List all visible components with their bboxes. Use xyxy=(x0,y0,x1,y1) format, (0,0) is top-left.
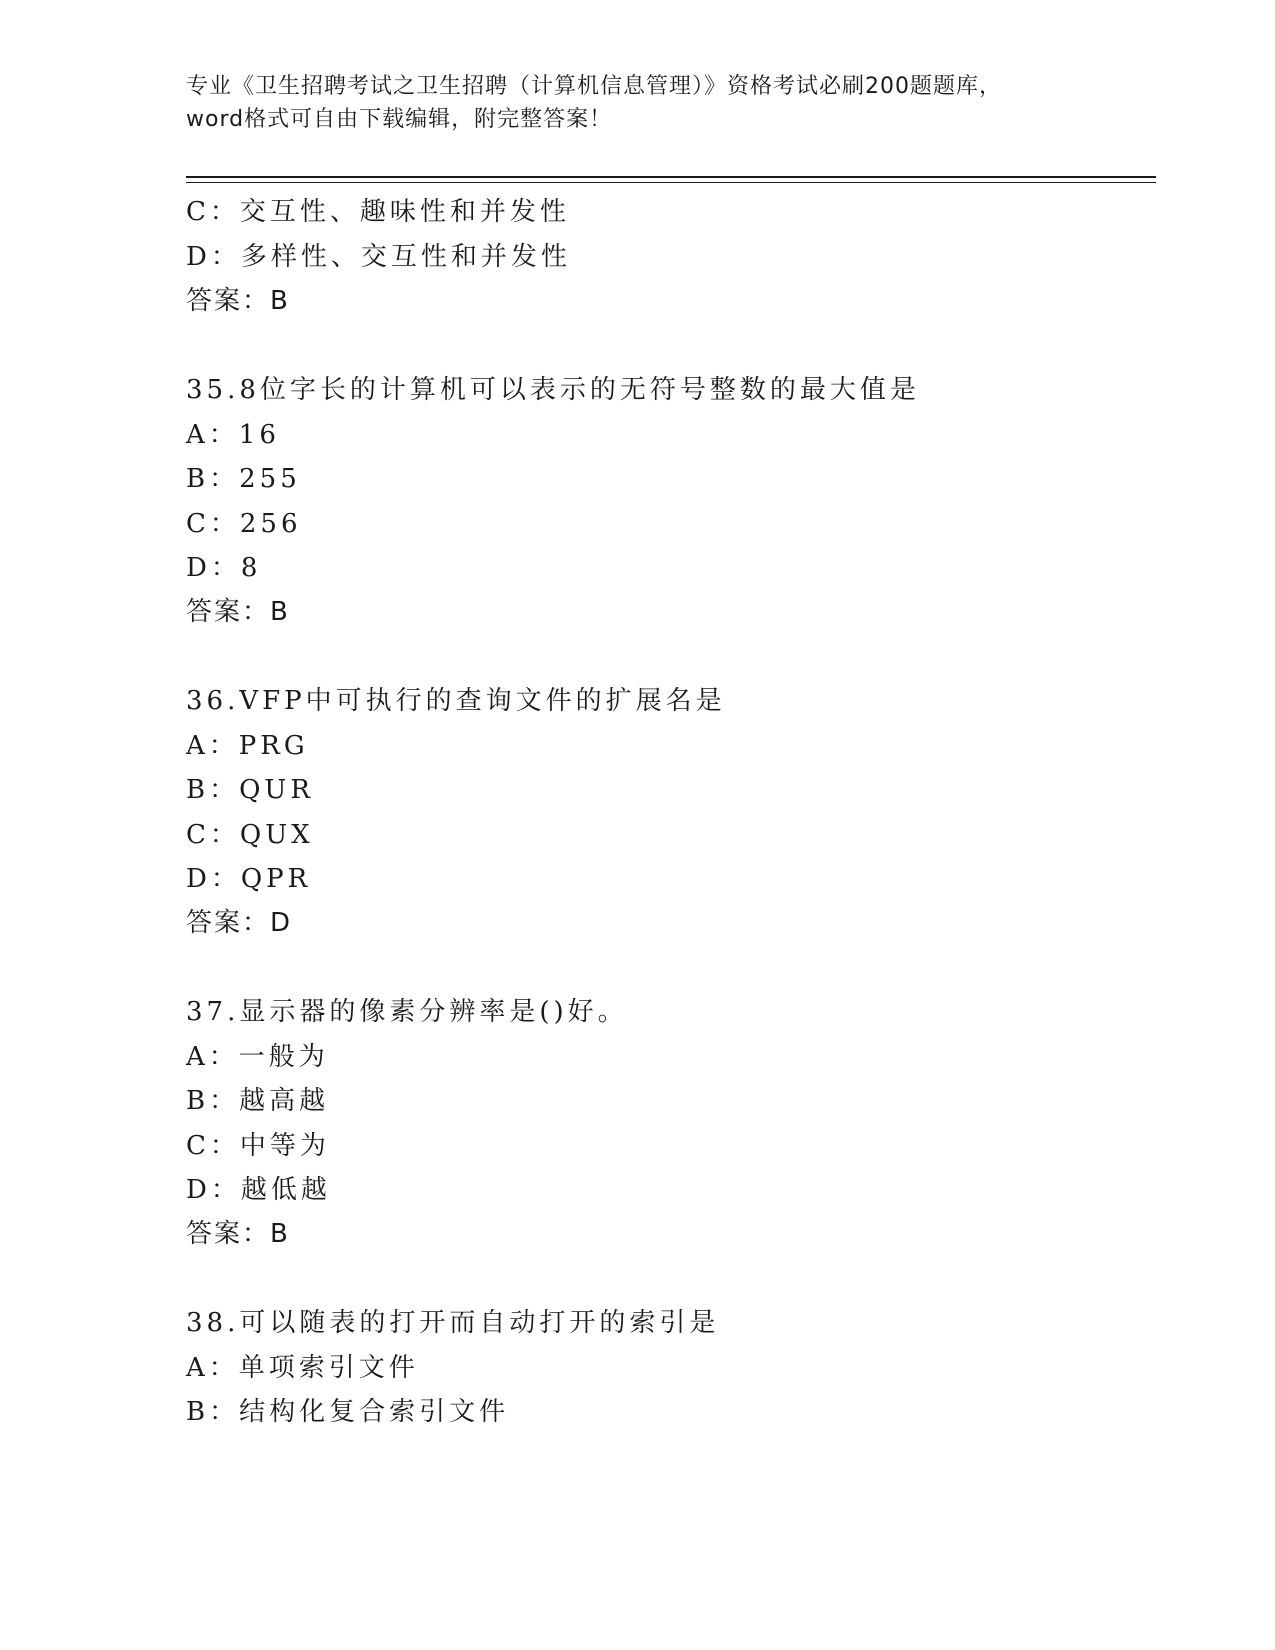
header-divider-thin xyxy=(186,182,1156,183)
option-b: B：255 xyxy=(186,464,301,494)
option-b: B：QUR xyxy=(186,775,314,805)
page-header xyxy=(186,70,1086,136)
option-a: A：单项索引文件 xyxy=(186,1353,419,1383)
option-d: D：8 xyxy=(186,553,262,583)
header-divider-thick xyxy=(186,176,1156,178)
option-b: B：越高越 xyxy=(186,1086,330,1116)
answer-line: 答案：B xyxy=(186,1219,290,1249)
option-a: A：PRG xyxy=(186,731,309,761)
option-d: D：越低越 xyxy=(186,1175,331,1205)
option-c: C：256 xyxy=(186,509,302,539)
option-b: B：结构化复合索引文件 xyxy=(186,1397,510,1427)
option-d: D：QPR xyxy=(186,864,312,894)
header-line-2: word格式可自由下载编辑，附完整答案！ xyxy=(186,107,613,132)
question-stem: 36.VFP中可执行的查询文件的扩展名是 xyxy=(186,686,726,716)
header-line-1: 专业《卫生招聘考试之卫生招聘（计算机信息管理）》资格考试必刷200题题库， xyxy=(186,74,1002,99)
answer-line: 答案：B xyxy=(186,286,290,316)
option-c: C：QUX xyxy=(186,820,314,850)
option-d: D：多样性、交互性和并发性 xyxy=(186,242,571,272)
answer-line: 答案：D xyxy=(186,908,293,938)
option-c: C：中等为 xyxy=(186,1131,330,1161)
option-a: A：16 xyxy=(186,420,280,450)
answer-line: 答案：B xyxy=(186,597,290,627)
question-stem: 38.可以随表的打开而自动打开的索引是 xyxy=(186,1308,720,1338)
question-stem: 37.显示器的像素分辨率是()好。 xyxy=(186,997,628,1027)
question-stem: 35.8位字长的计算机可以表示的无符号整数的最大值是 xyxy=(186,375,920,405)
option-a: A：一般为 xyxy=(186,1042,329,1072)
option-c: C：交互性、趣味性和并发性 xyxy=(186,197,570,227)
